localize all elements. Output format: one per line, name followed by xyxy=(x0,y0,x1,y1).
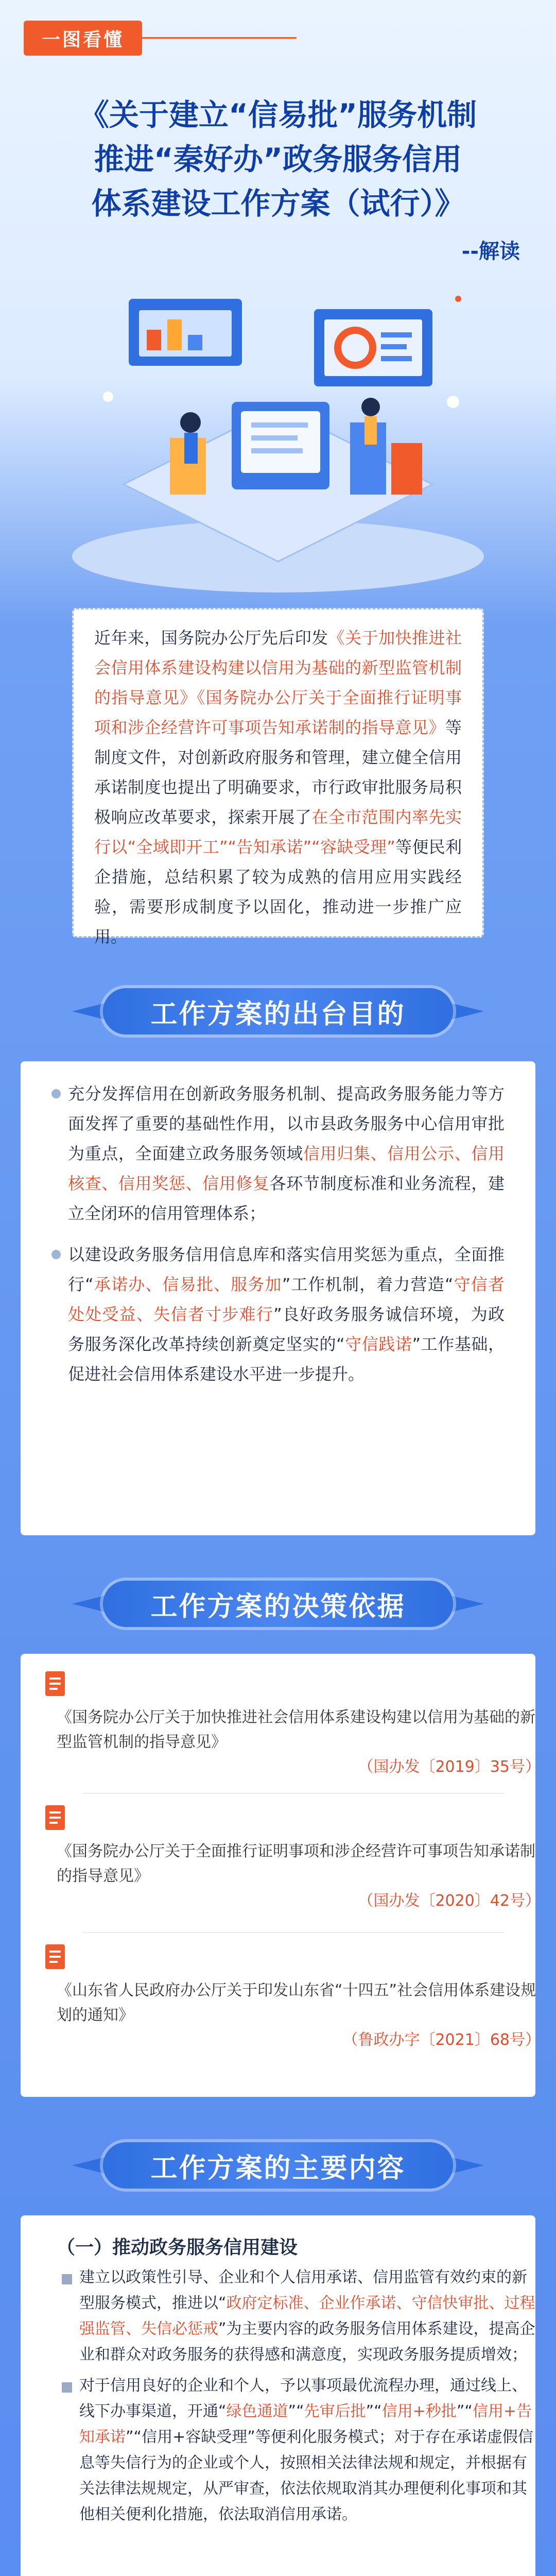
bullet-icon xyxy=(62,2382,72,2393)
section-title: 工作方案的出台目的 xyxy=(103,988,453,1035)
bullet-icon xyxy=(51,1089,61,1098)
section3-card xyxy=(21,2215,535,2576)
text-segment: 充分发挥信用在创新政务服务机制、提高政务服务能力等方面发挥了重要的基础性作用，以市县政务服务中心信用审批为重点，全面建立政务服务领域 xyxy=(68,1084,505,1163)
reference-title: 《山东省人民政府办公厅关于印发山东省“十四五”社会信用体系建设规划的通知》 xyxy=(57,1981,536,2024)
highlighted-text: 信用+告知承诺 xyxy=(79,2402,532,2446)
text-segment: 以建设政务服务信用信息库和落实信用奖惩为重点，全面推行“ xyxy=(68,1245,505,1294)
title-line: 推进“秦好办”政务服务信用 xyxy=(94,142,462,177)
highlighted-text: 守信者处处受益、失信者寸步难行 xyxy=(68,1275,505,1324)
highlighted-text: 在全市范围内率先实行以“全域即开工”“告知承诺”“容缺受理” xyxy=(94,807,462,857)
purpose-text xyxy=(68,1079,505,1228)
reference-title: 《国务院办公厅关于全面推行证明事项和涉企经营许可事项告知承诺制的指导意见》 xyxy=(57,1842,535,1885)
section-banner xyxy=(72,1566,484,1638)
bullet-icon xyxy=(62,2274,72,2284)
reference-number: （国办发〔2019〕35号） xyxy=(358,1758,541,1776)
list-item-text xyxy=(79,2373,535,2528)
reference-number: （国办发〔2020〕42号） xyxy=(358,1892,541,1910)
subsection-heading: （一）推动政务服务信用建设 xyxy=(57,2237,298,2258)
hero-illustration xyxy=(62,268,494,598)
highlighted-text: 承诺办、信易批、服务加 xyxy=(93,1275,282,1294)
text-segment: 对于信用良好的企业和个人，予以事项最优流程办理，通过线上、线下办事渠道，开通“ xyxy=(79,2377,527,2420)
reference-item xyxy=(57,1839,541,1913)
document-icon xyxy=(41,1942,71,1972)
text-segment: 建立以政策性引导、企业和个人信用承诺、信用监管有效约束的新型服务模式，推进以“ xyxy=(79,2268,527,2312)
title-line: 《关于建立“信易批”服务机制 xyxy=(79,97,477,132)
highlighted-text: 绿色通道 xyxy=(226,2402,288,2420)
text-segment: ”工作基础，促进社会信用体系建设水平进一步提升。 xyxy=(68,1334,505,1384)
list-item-text xyxy=(79,2265,535,2368)
section-banner xyxy=(72,974,484,1046)
highlighted-text: 《关于加快推进社会信用体系建设构建以信用为基础的新型监管机制的指导意见》 xyxy=(94,628,462,707)
divider xyxy=(82,1932,505,1933)
purpose-paragraph xyxy=(51,1240,505,1389)
text-segment: ”为主要内容的政务服务信用体系建设，提高企业和群众对政务服务的获得感和满意度，实现政务服务提质增效； xyxy=(79,2320,535,2364)
section1-card xyxy=(21,1061,535,1535)
highlighted-text: 守信践诺 xyxy=(344,1334,412,1354)
reference-title: 《国务院办公厅关于加快推进社会信用体系建设构建以信用为基础的新型监管机制的指导意见》 xyxy=(57,1708,535,1751)
text-segment: ”“ xyxy=(288,2402,304,2420)
highlighted-text: 先审后批 xyxy=(304,2402,366,2420)
text-segment: 各环节制度标准和业务流程，建立全闭环的信用管理体系； xyxy=(68,1174,505,1223)
page-title xyxy=(21,93,535,226)
highlighted-text: 信用+秒批 xyxy=(381,2402,457,2420)
title-line: 体系建设工作方案（试行）》 xyxy=(91,186,465,221)
section2-card xyxy=(21,1654,541,2097)
intro-text xyxy=(94,623,462,952)
text-segment: ”“ xyxy=(456,2402,473,2420)
page-subtitle: --解读 xyxy=(461,240,520,263)
text-segment: ”“ xyxy=(366,2402,382,2420)
text-segment: 等制度文件，对创新政府服务和管理，建立健全信用承诺制度也提出了明确要求，市行政审批服务局积极响应改革要求，探索开展了 xyxy=(94,718,462,827)
highlighted-text: 信用归集、信用公示、信用核查、信用奖惩、信用修复 xyxy=(68,1144,505,1193)
section-title: 工作方案的主要内容 xyxy=(103,2142,453,2189)
tag-badge: 一图看懂 xyxy=(24,21,142,56)
section-banner xyxy=(72,2128,484,2200)
section-title: 工作方案的决策依据 xyxy=(103,1581,453,1627)
reference-number: （鲁政办字〔2021〕68号） xyxy=(342,2031,541,2049)
document-icon xyxy=(41,1669,71,1699)
list-item xyxy=(62,2265,535,2368)
text-segment: ”“信用+容缺受理”等便利化服务模式；对于存在承诺虚假信息等失信行为的企业或个人，按照相关法律法规和规定，并根据有关法律法规规定，从严审查，依法依规取消其办理便利化事项和其他相关便利化措施，依法取消信用承诺。 xyxy=(79,2428,533,2523)
content-list xyxy=(62,2265,535,2533)
highlighted-text: 政府定标准、企业作承诺、守信快审批、过程强监管、失信必惩戒 xyxy=(79,2294,535,2338)
document-icon xyxy=(41,1803,71,1833)
tag-underline xyxy=(142,37,297,39)
purpose-text xyxy=(68,1240,505,1389)
intro-card xyxy=(72,608,484,946)
reference-item xyxy=(57,1705,541,1780)
divider xyxy=(82,1793,505,1794)
text-segment: 等便民利企措施，总结积累了较为成熟的信用应用实践经验，需要形成制度予以固化，推动进一步推广应用。 xyxy=(94,837,462,946)
text-segment: ”良好政务服务诚信环境，为政务服务深化改革持续创新奠定坚实的“ xyxy=(68,1304,505,1354)
purpose-paragraph xyxy=(51,1079,505,1228)
list-item xyxy=(62,2373,535,2528)
reference-item xyxy=(57,1978,541,2053)
highlighted-text: 《国务院办公厅关于全面推行证明事项和涉企经营许可事项告知承诺制的指导意见》 xyxy=(94,688,462,737)
bullet-icon xyxy=(51,1250,61,1259)
text-segment: 近年来，国务院办公厅先后印发 xyxy=(94,628,328,648)
text-segment: ”工作机制，着力营造“ xyxy=(282,1275,454,1294)
